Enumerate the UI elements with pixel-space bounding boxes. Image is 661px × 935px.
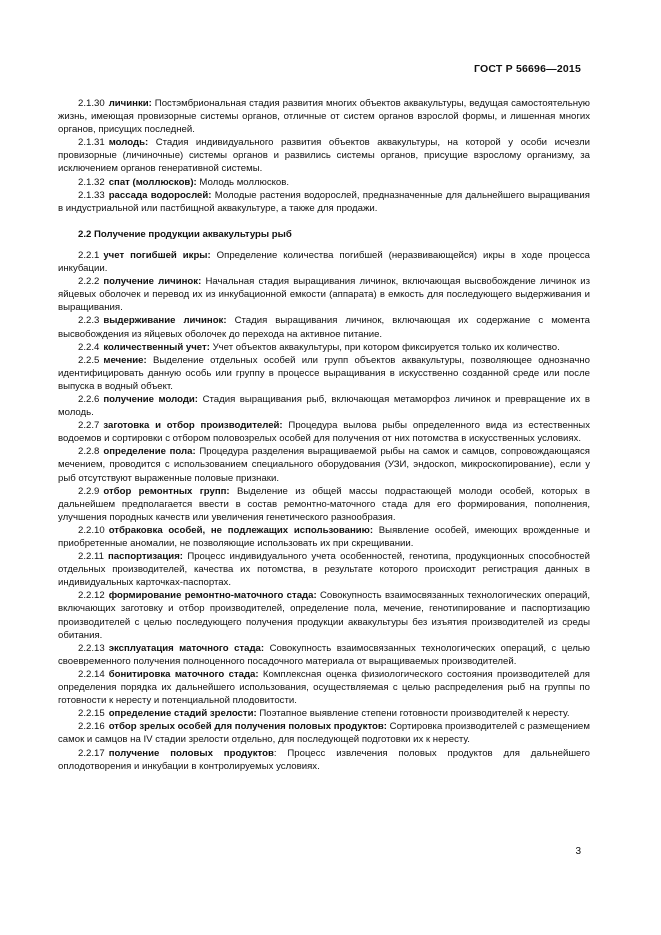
term-name: формирование ремонтно-маточного стада: <box>108 590 317 602</box>
term-name: получение молоди: <box>103 393 199 405</box>
term-name: выдерживание личинок: <box>103 315 227 327</box>
term-name: учет погибшей икры: <box>103 249 211 261</box>
term-name: получение половых продуктов <box>108 747 274 759</box>
term-number: 2.1.32 <box>78 176 105 188</box>
terms-block-2-2 <box>58 249 590 773</box>
term-paragraph <box>58 341 590 354</box>
term-name: заготовка и отбор производителей: <box>103 420 283 432</box>
terms-block-2-1 <box>58 97 590 215</box>
term-number: 2.2.3 <box>78 315 100 327</box>
term-paragraph <box>58 97 590 136</box>
term-name: бонитировка маточного стада: <box>108 668 259 680</box>
term-paragraph <box>58 275 590 314</box>
term-definition: Комплексная оценка физиологического состояния производителей для определения порядка их дальнейшего использования, осуществляемая с целью распределения рыб на группы по готовности к нересту и потенциальной плодовитости. <box>58 668 590 707</box>
term-name: отбраковка особей, не подлежащих использованию: <box>108 524 374 536</box>
standard-header: ГОСТ Р 56696—2015 <box>473 63 581 75</box>
term-definition: Процесс индивидуального учета особенностей, генотипа, продукционных способностей отдельных производителей, качества их потомства, в результате которого происходит регистрация данных в индивидуальных карточках-паспортах. <box>58 551 590 589</box>
term-paragraph <box>58 720 590 746</box>
page-number: 3 <box>575 846 581 857</box>
term-definition: : Процесс извлечения половых продуктов для дальнейшего оплодотворения и инкубации в контролируемых условиях. <box>58 747 590 772</box>
term-paragraph <box>58 136 590 175</box>
term-number: 2.2.12 <box>78 590 105 602</box>
term-name: молодь: <box>108 137 149 149</box>
term-definition: Определение количества погибшей (неразвивающейся) икры в ходе процесса инкубации. <box>58 249 591 275</box>
term-paragraph <box>58 707 590 720</box>
term-definition: Выявление особей, имеющих врожденные и приобретенные аномалии, не позволяющие использовать их при скрещивании. <box>58 524 590 549</box>
term-definition: Выделение из общей массы подрастающей молоди особей, которых в дальнейшем предполагается ввести в состав ремонтно-маточного стада для его формирования, пополнения, улучшения породных качеств или увеличения генетического разнообразия. <box>58 485 590 523</box>
term-number: 2.2.13 <box>78 642 105 654</box>
term-definition: Процедура разделения выращиваемой рыбы на самок и самцов, сопровождающаяся мечением, проводится с использованием специального оборудования (УЗИ, эндоскоп, микроскопирование), если у рыб отсутствуют выраженные половые признаки. <box>58 446 590 484</box>
document-body <box>58 97 590 773</box>
term-name: отбор зрелых особей для получения половых продуктов: <box>108 721 387 733</box>
term-name: паспортизация: <box>107 551 183 563</box>
term-definition: Совокупность взаимосвязанных технологических операций, включающих заготовку и отбор производителей, определение пола, мечение, генотипирование и паспортизацию производителей с целью последующего получения продукции аквакультуры без изъятия производителей из среды обитания. <box>58 590 590 641</box>
term-number: 2.2.16 <box>78 721 105 733</box>
term-definition: Учет объектов аквакультуры, при котором фиксируется только их количество. <box>212 341 560 353</box>
term-definition: Стадия индивидуального развития объектов аквакультуры, на которой у особи исчезли провизорные (личиночные) системы органов и развились системы органов, присущие взрослому организму, за исключением органов генеративной системы. <box>58 137 590 175</box>
term-number: 2.2.17 <box>78 747 105 759</box>
term-number: 2.2.15 <box>78 708 105 720</box>
term-definition: Сортировка производителей с размещением самок и самцов на IV стадии зрелости отдельно, для последующей подготовки их к нересту. <box>58 721 590 746</box>
term-definition: Молодые растения водорослей, предназначенные для дальнейшего выращивания в индустриальной или пастбищной аквакультуре, а также для продажи. <box>58 189 590 214</box>
term-name: личинки: <box>108 98 152 109</box>
term-name: определение стадий зрелости: <box>108 708 257 720</box>
term-number: 2.2.5 <box>78 354 100 366</box>
term-number: 2.2.1 <box>78 249 100 261</box>
term-number: 2.2.6 <box>78 393 100 405</box>
term-paragraph <box>58 589 590 641</box>
term-name: эксплуатация маточного стада: <box>108 642 265 654</box>
term-number: 2.2.11 <box>78 551 104 563</box>
term-definition: Постэмбриональная стадия развития многих объектов аквакультуры, ведущая самостоятельную жизнь, имеющая провизорные системы органов, отличные от систем органов взрослой формы, и лишенная многих органов, присущих последней. <box>58 98 590 136</box>
term-definition: Поэтапное выявление степени готовности производителей к нересту. <box>259 708 570 720</box>
term-number: 2.1.33 <box>78 189 105 201</box>
term-number: 2.1.31 <box>78 137 105 149</box>
term-paragraph <box>58 314 590 340</box>
term-paragraph <box>58 550 590 589</box>
term-number: 2.2.14 <box>78 668 105 680</box>
term-name: спат (моллюсков): <box>108 176 197 188</box>
term-definition: Выделение отдельных особей или групп объектов аквакультуры, позволяющее однозначно идентифицировать данную особь или группу в процессе выращивания в искусственно созданной среде или после выпуска в водный объект. <box>58 354 590 392</box>
term-number: 2.2.4 <box>78 341 100 353</box>
term-number: 2.2.9 <box>78 485 100 497</box>
term-paragraph <box>58 485 590 524</box>
term-paragraph <box>58 393 590 419</box>
term-paragraph <box>58 524 590 550</box>
term-paragraph <box>58 747 590 773</box>
term-number: 2.2.10 <box>78 524 105 536</box>
term-name: получение личинок: <box>103 276 202 288</box>
term-name: количественный учет: <box>103 341 210 353</box>
term-paragraph <box>58 419 590 445</box>
term-paragraph <box>58 249 590 275</box>
term-definition: Процедура вылова рыбы определенного вида из естественных водоемов и сортировки с отбором половозрелых особей для получения от них потомства в искусственных условиях. <box>58 420 590 445</box>
term-paragraph <box>58 445 590 484</box>
term-name: определение пола: <box>103 446 196 458</box>
term-definition: Стадия выращивания личинок, включающая их содержание с момента высвобождения из яйцевых оболочек до перехода на активное питание. <box>58 315 590 340</box>
section-heading: 2.2 Получение продукции аквакультуры рыб <box>78 228 292 240</box>
term-name: рассада водорослей: <box>108 189 212 201</box>
term-definition: Молодь моллюсков. <box>199 176 290 188</box>
term-number: 2.2.2 <box>78 276 100 288</box>
term-paragraph <box>58 189 590 215</box>
term-number: 2.1.30 <box>78 98 105 109</box>
term-name: мечение: <box>103 354 147 366</box>
term-paragraph <box>58 176 590 189</box>
term-number: 2.2.7 <box>78 420 100 432</box>
term-name: отбор ремонтных групп: <box>103 485 230 497</box>
term-number: 2.2.8 <box>78 446 100 458</box>
term-paragraph <box>58 354 590 393</box>
term-definition: Начальная стадия выращивания личинок, включающая высвобождение личинок из яйцевых оболочек и перевод их из инкубационной емкости (аппарата) в емкость для последующего выдерживания и выращивания. <box>58 276 591 314</box>
term-paragraph <box>58 668 590 707</box>
term-definition: Совокупность взаимосвязанных технологических операций, с целью своевременного получения полноценного посадочного материала от выращиваемых производителей. <box>58 642 590 667</box>
term-definition: Стадия выращивания рыб, включающая метаморфоз личинок и превращение их в молодь. <box>58 393 591 419</box>
term-paragraph <box>58 642 590 668</box>
